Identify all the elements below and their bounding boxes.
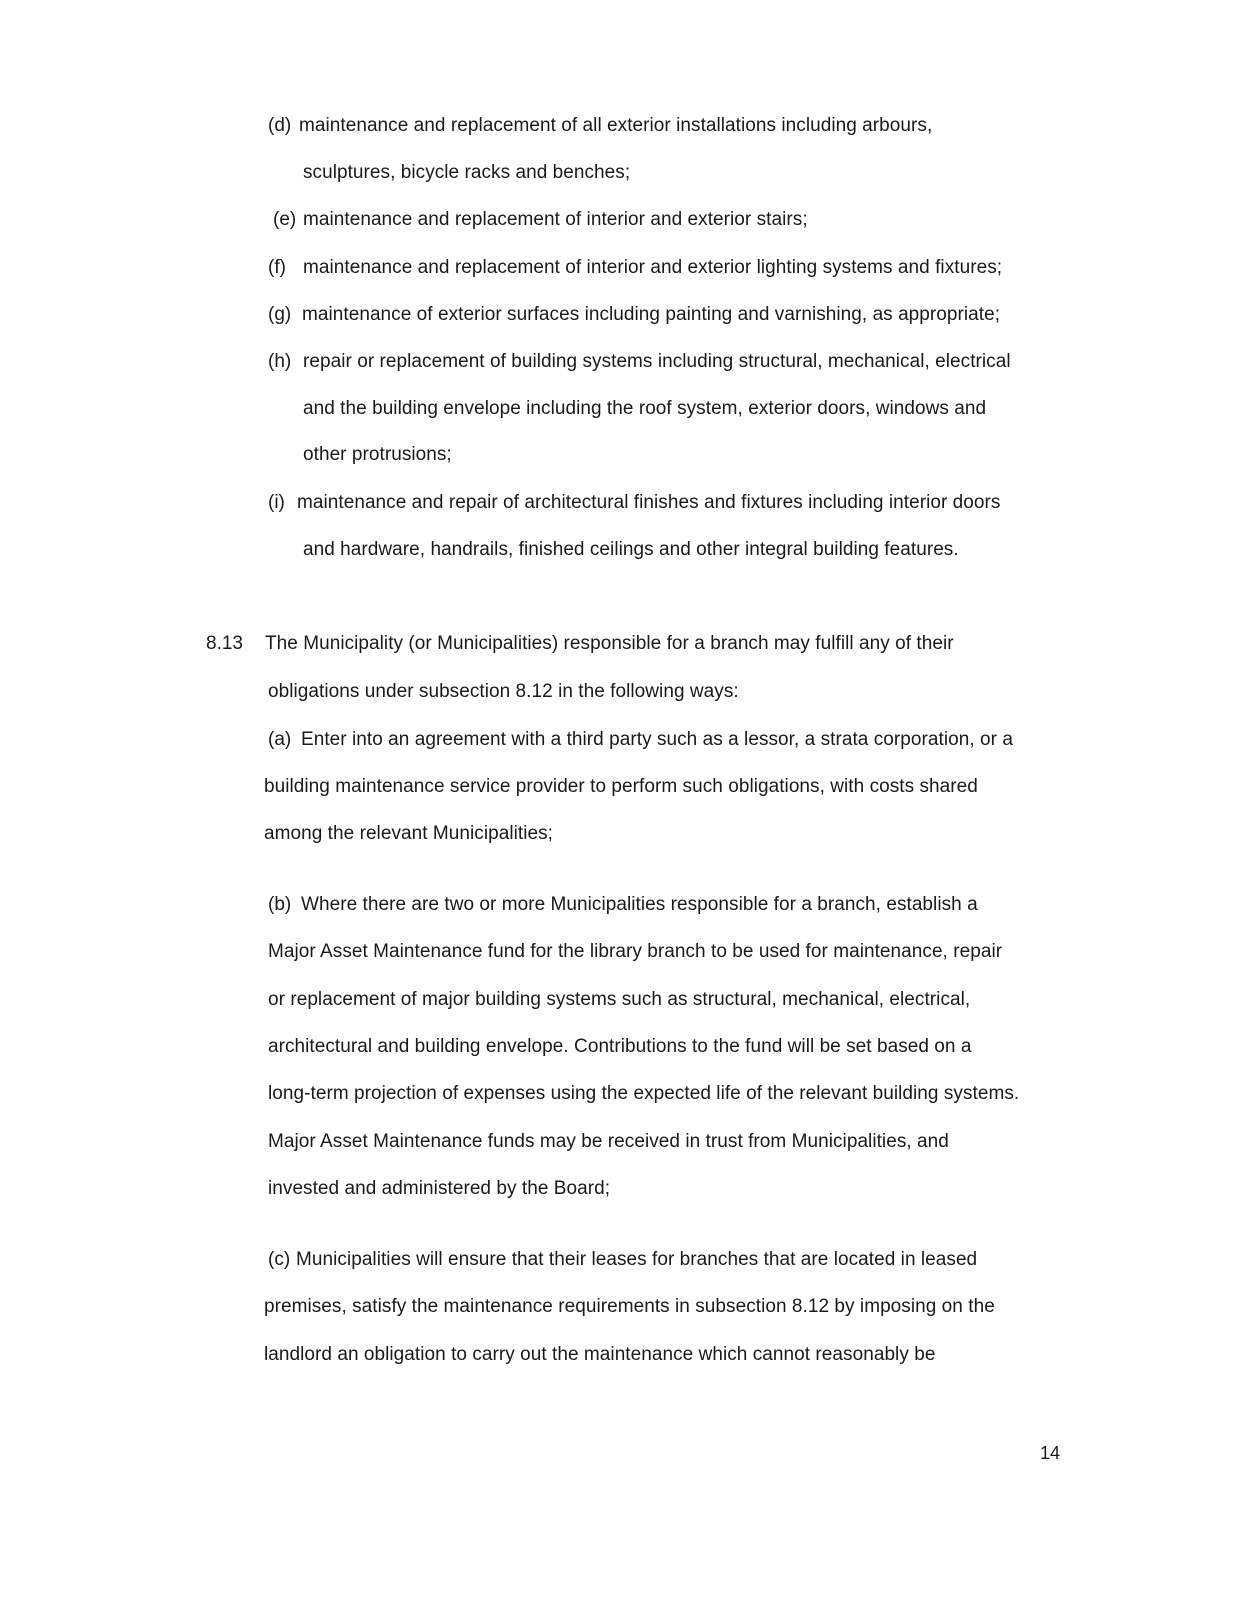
item-c-line-2: premises, satisfy the maintenance requirements in subsection 8.12 by imposing on the [264,1296,995,1317]
item-i-line-1: maintenance and repair of architectural finishes and fixtures including interior doors [297,492,1001,513]
page-number: 14 [1040,1443,1061,1463]
item-a-line-2: building maintenance service provider to perform such obligations, with costs shared [264,776,978,797]
item-d-label: (d) [268,115,292,136]
item-a-line-1: Enter into an agreement with a third party such as a lessor, a strata corporation, or a [301,729,1013,750]
item-a-line-3: among the relevant Municipalities; [264,823,553,844]
section-8-13-intro-line-1: The Municipality (or Municipalities) responsible for a branch may fulfill any of their [265,633,954,654]
item-i-line-2: and hardware, handrails, finished ceilings and other integral building features. [303,539,959,560]
item-b-line-4: architectural and building envelope. Contributions to the fund will be set based on a [268,1036,972,1057]
item-f-line-1: maintenance and replacement of interior and exterior lighting systems and fixtures; [303,257,1003,278]
item-h-line-3: other protrusions; [303,444,452,465]
item-b-line-6: Major Asset Maintenance funds may be received in trust from Municipalities, and [268,1131,949,1152]
item-b-line-7: invested and administered by the Board; [268,1178,611,1199]
item-f-label: (f) [268,257,286,278]
item-d-line-2: sculptures, bicycle racks and benches; [303,162,631,183]
section-8-13-intro-line-2: obligations under subsection 8.12 in the following ways: [268,681,739,702]
item-b-label: (b) [268,894,292,915]
item-h-line-2: and the building envelope including the roof system, exterior doors, windows and [303,398,987,419]
item-h-line-1: repair or replacement of building systems including structural, mechanical, electrical [303,351,1011,372]
item-i-label: (i) [268,492,285,513]
item-g-label: (g) [268,304,292,325]
item-c-label: (c) [268,1249,291,1270]
item-a-label: (a) [268,729,292,750]
item-b-line-3: or replacement of major building systems such as structural, mechanical, electrical, [268,989,971,1010]
item-b-line-5: long-term projection of expenses using the expected life of the relevant building systems. [268,1083,1020,1104]
section-8-13-number: 8.13 [206,633,243,654]
item-b-line-2: Major Asset Maintenance fund for the library branch to be used for maintenance, repair [268,941,1003,962]
item-d-line-1: maintenance and replacement of all exterior installations including arbours, [299,115,933,136]
item-h-label: (h) [268,351,292,372]
item-e-label: (e) [273,209,297,230]
item-c-line-1: Municipalities will ensure that their leases for branches that are located in leased [296,1249,978,1270]
item-e-line-1: maintenance and replacement of interior and exterior stairs; [303,209,808,230]
item-c-line-3: landlord an obligation to carry out the maintenance which cannot reasonably be [264,1344,936,1365]
item-g-line-1: maintenance of exterior surfaces including painting and varnishing, as appropriate; [302,304,1001,325]
item-b-line-1: Where there are two or more Municipalities responsible for a branch, establish a [301,894,978,915]
